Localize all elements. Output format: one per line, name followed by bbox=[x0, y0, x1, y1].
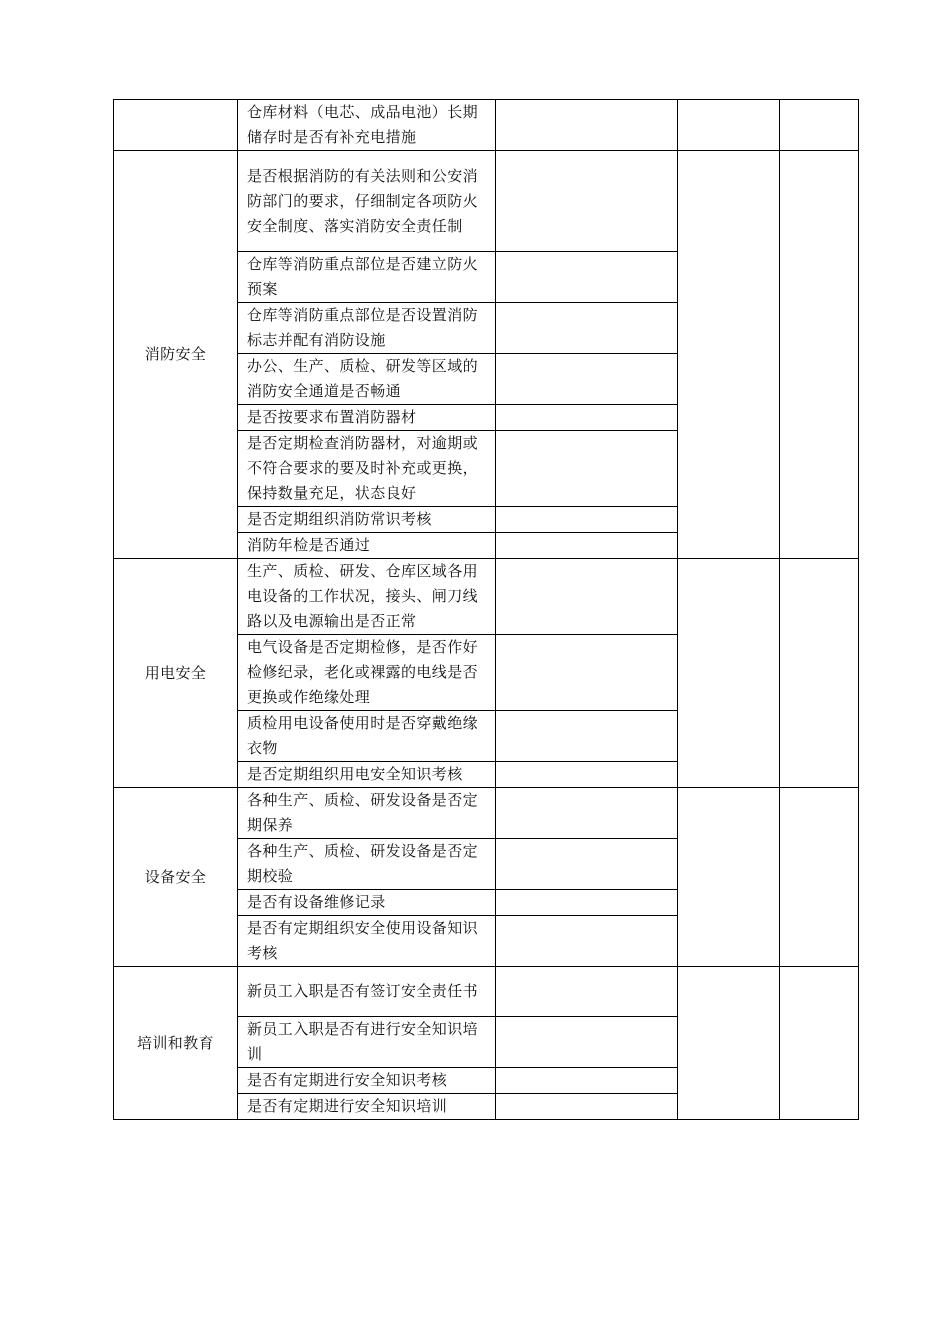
check-item: 仓库等消防重点部位是否建立防火预案 bbox=[238, 252, 496, 303]
check-item: 各种生产、质检、研发设备是否定期保养 bbox=[238, 788, 496, 839]
check-item: 新员工入职是否有进行安全知识培训 bbox=[238, 1017, 496, 1068]
remark-cell bbox=[780, 788, 859, 967]
score-cell bbox=[678, 151, 780, 559]
result-cell bbox=[496, 1094, 678, 1120]
check-item: 消防年检是否通过 bbox=[238, 533, 496, 559]
check-item: 是否定期组织消防常识考核 bbox=[238, 507, 496, 533]
result-cell bbox=[496, 890, 678, 916]
result-cell bbox=[496, 839, 678, 890]
remark-cell bbox=[780, 151, 859, 559]
table-row bbox=[114, 151, 859, 252]
check-item: 是否按要求布置消防器材 bbox=[238, 405, 496, 431]
check-item: 质检用电设备使用时是否穿戴绝缘衣物 bbox=[238, 711, 496, 762]
result-cell bbox=[496, 431, 678, 507]
result-cell bbox=[496, 711, 678, 762]
check-item: 办公、生产、质检、研发等区域的消防安全通道是否畅通 bbox=[238, 354, 496, 405]
check-item: 是否定期组织用电安全知识考核 bbox=[238, 762, 496, 788]
result-cell bbox=[496, 788, 678, 839]
result-cell bbox=[496, 405, 678, 431]
score-cell bbox=[678, 967, 780, 1120]
result-cell bbox=[496, 762, 678, 788]
check-item: 是否有设备维修记录 bbox=[238, 890, 496, 916]
table-row bbox=[114, 788, 859, 839]
result-cell bbox=[496, 252, 678, 303]
check-item: 是否有定期进行安全知识培训 bbox=[238, 1094, 496, 1120]
check-item: 新员工入职是否有签订安全责任书 bbox=[238, 967, 496, 1017]
result-cell bbox=[496, 100, 678, 151]
result-cell bbox=[496, 151, 678, 252]
result-cell bbox=[496, 967, 678, 1017]
score-cell bbox=[678, 788, 780, 967]
table-row bbox=[114, 100, 859, 151]
score-cell bbox=[678, 559, 780, 788]
check-item: 生产、质检、研发、仓库区域各用电设备的工作状况，接头、闸刀线路以及电源输出是否正常 bbox=[238, 559, 496, 635]
remark-cell bbox=[780, 559, 859, 788]
result-cell bbox=[496, 635, 678, 711]
category-cell-empty bbox=[114, 100, 238, 151]
remark-cell bbox=[780, 100, 859, 151]
check-item: 各种生产、质检、研发设备是否定期校验 bbox=[238, 839, 496, 890]
safety-checklist-table bbox=[113, 99, 859, 1120]
category-cell: 设备安全 bbox=[114, 788, 238, 967]
result-cell bbox=[496, 1017, 678, 1068]
category-cell: 培训和教育 bbox=[114, 967, 238, 1120]
check-item: 仓库材料（电芯、成品电池）长期储存时是否有补充电措施 bbox=[238, 100, 496, 151]
result-cell bbox=[496, 916, 678, 967]
table-row bbox=[114, 967, 859, 1017]
check-item: 是否定期检查消防器材，对逾期或不符合要求的要及时补充或更换，保持数量充足，状态良好 bbox=[238, 431, 496, 507]
result-cell bbox=[496, 354, 678, 405]
category-cell: 消防安全 bbox=[114, 151, 238, 559]
result-cell bbox=[496, 507, 678, 533]
result-cell bbox=[496, 559, 678, 635]
category-cell: 用电安全 bbox=[114, 559, 238, 788]
result-cell bbox=[496, 1068, 678, 1094]
remark-cell bbox=[780, 967, 859, 1120]
table-row bbox=[114, 559, 859, 635]
check-item: 仓库等消防重点部位是否设置消防标志并配有消防设施 bbox=[238, 303, 496, 354]
check-item: 电气设备是否定期检修，是否作好检修纪录，老化或裸露的电线是否更换或作绝缘处理 bbox=[238, 635, 496, 711]
score-cell bbox=[678, 100, 780, 151]
check-item: 是否有定期进行安全知识考核 bbox=[238, 1068, 496, 1094]
check-item: 是否有定期组织安全使用设备知识考核 bbox=[238, 916, 496, 967]
result-cell bbox=[496, 533, 678, 559]
check-item: 是否根据消防的有关法则和公安消防部门的要求，仔细制定各项防火安全制度、落实消防安全责任制 bbox=[238, 151, 496, 252]
result-cell bbox=[496, 303, 678, 354]
